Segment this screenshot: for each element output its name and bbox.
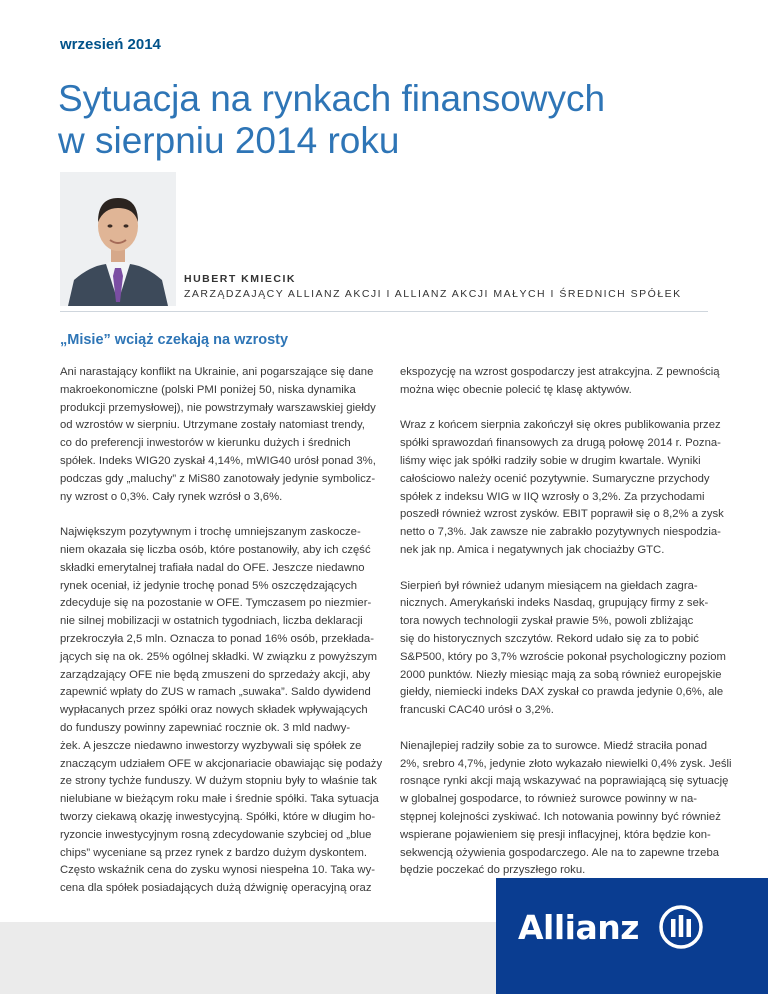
paragraph-line: 2%, srebro 4,7%, jedynie złoto wykazało niewielki 0,4% zysk. Jeśli: [400, 757, 732, 770]
page-title-line-2: w sierpniu 2014 roku: [58, 120, 400, 161]
paragraph-line: Sierpień był również udanym miesiącem na giełdach zagra-: [400, 579, 698, 592]
paragraph: [400, 364, 720, 400]
paragraph-line: w globalnej gospodarce, to również surowce powinny w na-: [400, 793, 698, 806]
paragraph-line: można więc obecnie polecić tę klasę aktywów.: [400, 383, 632, 396]
paragraph-line: wypłacanych przez spółki oraz nowych składek wpływających: [60, 704, 368, 717]
paragraph-line: znaczącym udziałem OFE w akcjonariacie obawiając się podaży: [60, 757, 383, 770]
logo-wordmark: Allianz: [518, 908, 639, 947]
paragraph-line: nicznych. Amerykański indeks Nasdaq, grupujący firmy z sek-: [400, 597, 709, 610]
paragraph-line: spółki sprawozdań finansowych za drugą połowę 2014 r. Pozna-: [400, 437, 721, 450]
paragraph-line: tora nowych technologii zyskał prawie 5%, powoli zbliżając: [400, 615, 694, 628]
paragraph-line: wspierane pojawieniem się presji inflacyjnej, która będzie kon-: [400, 828, 711, 841]
paragraph: [400, 578, 726, 720]
paragraph-line: cena dla spółek posiadających dużą dźwignię operacyjną oraz: [60, 882, 372, 895]
paragraph-line: Największym pozytywnym i trochę umniejszanym zaskocze-: [60, 526, 361, 539]
paragraph-line: makroekonomiczne (polski PMI poniżej 50, niska dynamika: [60, 383, 356, 396]
paragraph-line: będzie poczekać do przyszłego roku.: [400, 864, 586, 877]
paragraph-line: od wzrostów w sierpniu. Utrzymane zostały natomiast trendy,: [60, 419, 365, 432]
author-photo: [60, 172, 176, 306]
paragraph-line: rynek oceniał, iż jedynie trochę ponad 5% oszczędzających: [60, 579, 358, 592]
paragraph: [60, 524, 383, 898]
paragraph-line: do funduszy powinny zapewniać rocznie ok. 3 mld nadwy-: [60, 721, 351, 734]
paragraph-line: zapewnić wpłaty do ZUS w ramach „suwaka”. Saldo dywidend: [60, 686, 371, 699]
paragraph: [400, 738, 732, 880]
paragraph-line: produkcji przemysłowej), nie powstrzymały warszawskiej giełdy: [60, 401, 376, 414]
paragraph-line: chips” wyceniane są przez rynek z bardzo dużym dyskontem.: [60, 846, 368, 859]
paragraph-line: nie silnej mobilizacji w ostatnich tygodniach, liczba deklaracji: [60, 615, 363, 628]
allianz-logo: [496, 878, 768, 994]
paragraph-line: nek jak np. Amica i negatywnych jak chociażby GTC.: [400, 543, 665, 556]
paragraph-line: netto o 7,3%. Jak zawsze nie zabrakło pozytywnych niespodzia-: [400, 526, 721, 539]
article-left-column: [60, 364, 383, 916]
paragraph-line: liśmy więc jak spółki radziły sobie w drugim kwartale. Wyniki: [400, 454, 701, 467]
allianz-eagle-emblem-icon: [658, 904, 704, 950]
paragraph-line: S&P500, który po 3,7% wzroście pokonał psychologiczny poziom: [400, 650, 726, 663]
paragraph-line: giełdy, niemiecki indeks DAX zyskał co prawda jedynie 0,6%, ale: [400, 686, 724, 699]
paragraph-line: ryzoncie inwestycyjnym rosną zdecydowanie szybciej od „blue: [60, 828, 372, 841]
paragraph-line: spółek. Indeks WIG20 zyskał 4,14%, mWIG40 urósł ponad 3%,: [60, 454, 376, 467]
issue-date: wrzesień 2014: [60, 36, 161, 53]
paragraph-line: Wraz z końcem sierpnia zakończył się okres publikowania przez: [400, 419, 721, 432]
paragraph-line: spółek z indeksu WIG w IIQ wzrosły o 3,2%. Za przychodami: [400, 490, 705, 503]
paragraph-line: rosnące rynki akcji mają wskazywać na poprawiającą się sytuację: [400, 775, 729, 788]
paragraph-line: Nienajlepiej radziły sobie za to surowce. Miedź straciła ponad: [400, 739, 708, 752]
paragraph-line: poszedł również wzrost zysków. EBIT poprawił się o 8,2% a zysk: [400, 508, 724, 521]
paragraph-line: stępnej kolejności zyskiwać. Ich notowania powinny być również: [400, 810, 721, 823]
paragraph-line: zdecyduje się na pozostanie w OFE. Tymczasem po niezmier-: [60, 597, 372, 610]
paragraph-line: Często wskaźnik cena do zysku wynosi niespełna 10. Taka wy-: [60, 864, 375, 877]
paragraph: [400, 417, 724, 559]
paragraph-line: ze strony tychże funduszy. W dużym stopniu były to właśnie tak: [60, 775, 377, 788]
article-subheading: „Misie” wciąż czekają na wzrosty: [60, 332, 289, 348]
paragraph-line: Ani narastający konflikt na Ukrainie, ani pogarszające się dane: [60, 366, 374, 378]
paragraph-line: całościowo należy ocenić pozytywnie. Sumaryczne przychody: [400, 472, 710, 485]
author-name: HUBERT KMIECIK: [184, 273, 296, 285]
paragraph-line: podczas gdy „maluchy” z MiS80 zanotowały jedynie symbolicz-: [60, 472, 376, 485]
author-role: ZARZĄDZAJĄCY ALLIANZ AKCJI I ALLIANZ AKCJI MAŁYCH I ŚREDNICH SPÓŁEK: [184, 288, 682, 300]
paragraph-line: jących się na ok. 25% ogólnej składki. W związku z powyższym: [60, 650, 378, 663]
paragraph-line: 2000 punktów. Niezły miesiąc mają za sobą również europejskie: [400, 668, 722, 681]
paragraph-line: sekwencją ożywienia gospodarczego. Ale na to zapewne trzeba: [400, 846, 720, 859]
paragraph-line: co do preferencji inwestorów w kierunku dużych i średnich: [60, 437, 351, 450]
paragraph-line: zarządzający OFE nie będą zmuszeni do sprzedaży akcji, aby: [60, 668, 371, 681]
paragraph-line: tworzy ciekawą okazję inwestycyjną. Spółki, które w długim ho-: [60, 810, 376, 823]
paragraph-line: żek. A jeszcze niedawno inwestorzy wyzbywali się spółek ze: [60, 739, 362, 752]
author-block: [184, 272, 682, 302]
paragraph-line: przekroczyła 2,5 mln. Oznacza to ponad 16% osób, przekłada-: [60, 632, 374, 645]
page-title-line-1: Sytuacja na rynkach finansowych: [58, 78, 606, 119]
paragraph-line: się do historycznych szczytów. Rekord udało się za to pobić: [400, 632, 699, 645]
paragraph: [60, 364, 376, 506]
article-right-column: [400, 364, 732, 898]
paragraph-line: ekspozycję na wzrost gospodarczy jest atrakcyjna. Z pewnością: [400, 366, 720, 378]
paragraph-line: ny wzrost o 0,3%. Cały rynek wzrósł o 3,6%.: [60, 490, 283, 503]
page-title: [58, 78, 678, 162]
paragraph-line: francuski CAC40 urósł o 3,2%.: [400, 704, 554, 717]
paragraph-line: składki emerytalnej trafiała nadal do OFE. Jeszcze niedawno: [60, 561, 365, 574]
section-divider: [60, 311, 708, 312]
paragraph-line: nielubiane w bieżącym roku małe i średnie spółki. Taka sytuacja: [60, 793, 379, 806]
paragraph-line: niem okazała się liczba osób, które postanowiły, aby ich część: [60, 543, 371, 556]
